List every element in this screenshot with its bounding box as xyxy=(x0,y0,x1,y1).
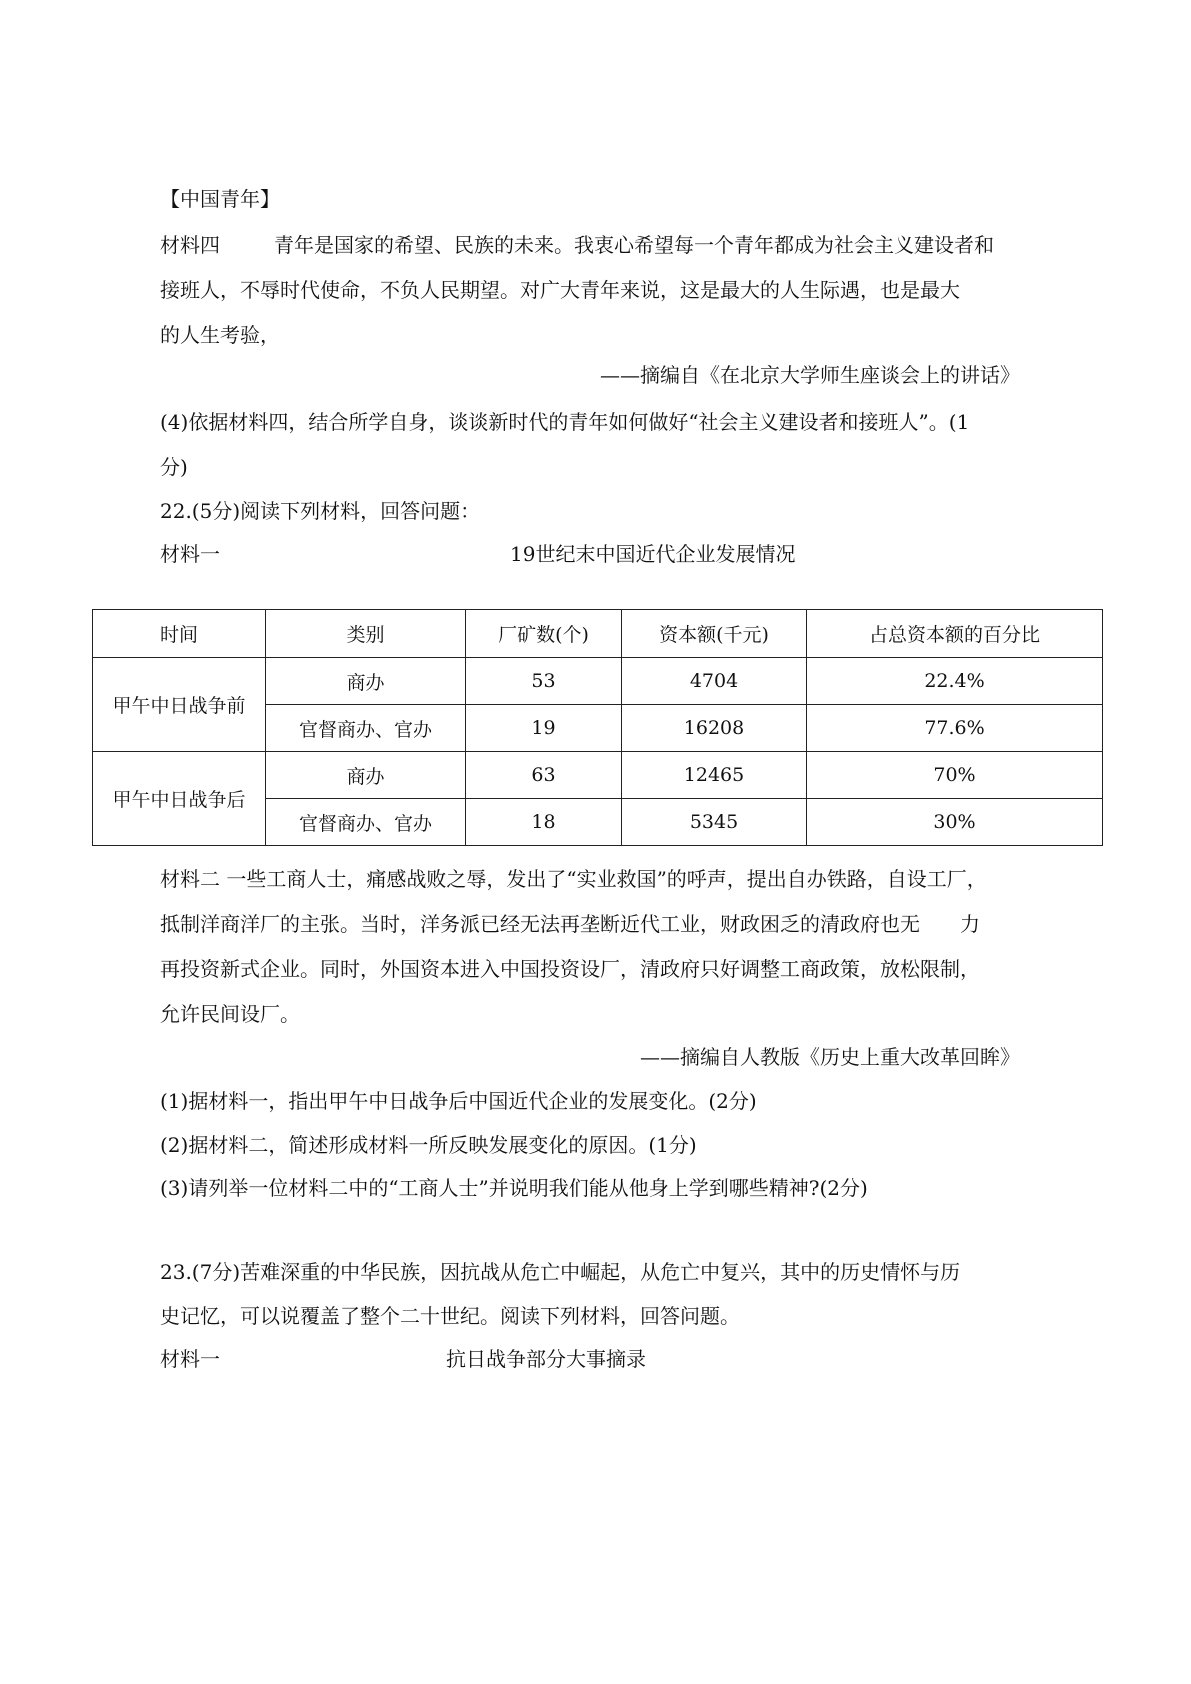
table-cell: 5345 xyxy=(622,799,807,846)
table-cell: 16208 xyxy=(622,705,807,752)
table-row xyxy=(93,752,1103,799)
q22-material1-label: 材料一 xyxy=(160,542,220,566)
header-cell: 厂矿数(个) xyxy=(466,610,622,658)
q22-question-2: (2)据材料二，简述形成材料一所反映发展变化的原因。(1分) xyxy=(160,1133,697,1157)
table-cell: 官督商办、官办 xyxy=(266,705,466,752)
q23-material1-label: 材料一 xyxy=(160,1347,220,1371)
table-cell: 77.6% xyxy=(807,705,1103,752)
material2-line-4: 允许民间设厂。 xyxy=(160,1002,300,1026)
header-cell: 类别 xyxy=(266,610,466,658)
material4-line-1: 青年是国家的希望、民族的未来。我衷心希望每一个青年都成为社会主义建设者和 xyxy=(274,233,994,257)
table-cell: 4704 xyxy=(622,658,807,705)
table-cell: 商办 xyxy=(266,658,466,705)
enterprise-table xyxy=(92,609,1103,846)
material4-label: 材料四 xyxy=(160,233,220,257)
material4-line-2: 接班人，不辱时代使命，不负人民期望。对广大青年来说，这是最大的人生际遇，也是最大 xyxy=(160,278,960,302)
table-cell: 12465 xyxy=(622,752,807,799)
q23-line-1: 23.(7分)苦难深重的中华民族，因抗战从危亡中崛起，从危亡中复兴，其中的历史情怀与历 xyxy=(160,1260,961,1284)
table-cell: 30% xyxy=(807,799,1103,846)
table-cell: 18 xyxy=(466,799,622,846)
material4-source: ——摘编自《在北京大学师生座谈会上的讲话》 xyxy=(600,363,1020,387)
table-cell: 63 xyxy=(466,752,622,799)
table-cell: 22.4% xyxy=(807,658,1103,705)
material2-line-1: 材料二 一些工商人士，痛感战败之辱，发出了“实业救国”的呼声，提出自办铁路，自设工厂， xyxy=(160,867,987,891)
period-cell: 甲午中日战争前 xyxy=(93,658,266,752)
table-cell: 70% xyxy=(807,752,1103,799)
question4-line-1: (4)依据材料四，结合所学自身，谈谈新时代的青年如何做好“社会主义建设者和接班人”。(1 xyxy=(160,410,970,434)
table-header-row xyxy=(93,610,1103,658)
table-row xyxy=(93,658,1103,705)
header-cell: 占总资本额的百分比 xyxy=(807,610,1103,658)
table-cell: 19 xyxy=(466,705,622,752)
q22-question-1: (1)据材料一，指出甲午中日战争后中国近代企业的发展变化。(2分) xyxy=(160,1089,757,1113)
q23-line-2: 史记忆，可以说覆盖了整个二十世纪。阅读下列材料，回答问题。 xyxy=(160,1304,740,1328)
header-cell: 时间 xyxy=(93,610,266,658)
table-cell: 53 xyxy=(466,658,622,705)
table-title: 19世纪末中国近代企业发展情况 xyxy=(510,542,796,566)
header-cell: 资本额(千元) xyxy=(622,610,807,658)
table-cell: 官督商办、官办 xyxy=(266,799,466,846)
period-cell: 甲午中日战争后 xyxy=(93,752,266,846)
material2-line-2: 抵制洋商洋厂的主张。当时，洋务派已经无法再垄断近代工业，财政困乏的清政府也无 力 xyxy=(160,912,980,936)
material2-line-3: 再投资新式企业。同时，外国资本进入中国投资设厂，清政府只好调整工商政策，放松限制， xyxy=(160,957,980,981)
material4-line-3: 的人生考验， xyxy=(160,323,280,347)
question4-line-2: 分) xyxy=(160,455,188,479)
q23-material1-title: 抗日战争部分大事摘录 xyxy=(446,1347,646,1371)
q22-intro: 22.(5分)阅读下列材料，回答问题： xyxy=(160,499,481,523)
section-header: 【中国青年】 xyxy=(160,187,280,211)
material2-source: ——摘编自人教版《历史上重大改革回眸》 xyxy=(640,1045,1020,1069)
q22-question-3: (3)请列举一位材料二中的“工商人士”并说明我们能从他身上学到哪些精神?(2分) xyxy=(160,1176,868,1200)
table-cell: 商办 xyxy=(266,752,466,799)
